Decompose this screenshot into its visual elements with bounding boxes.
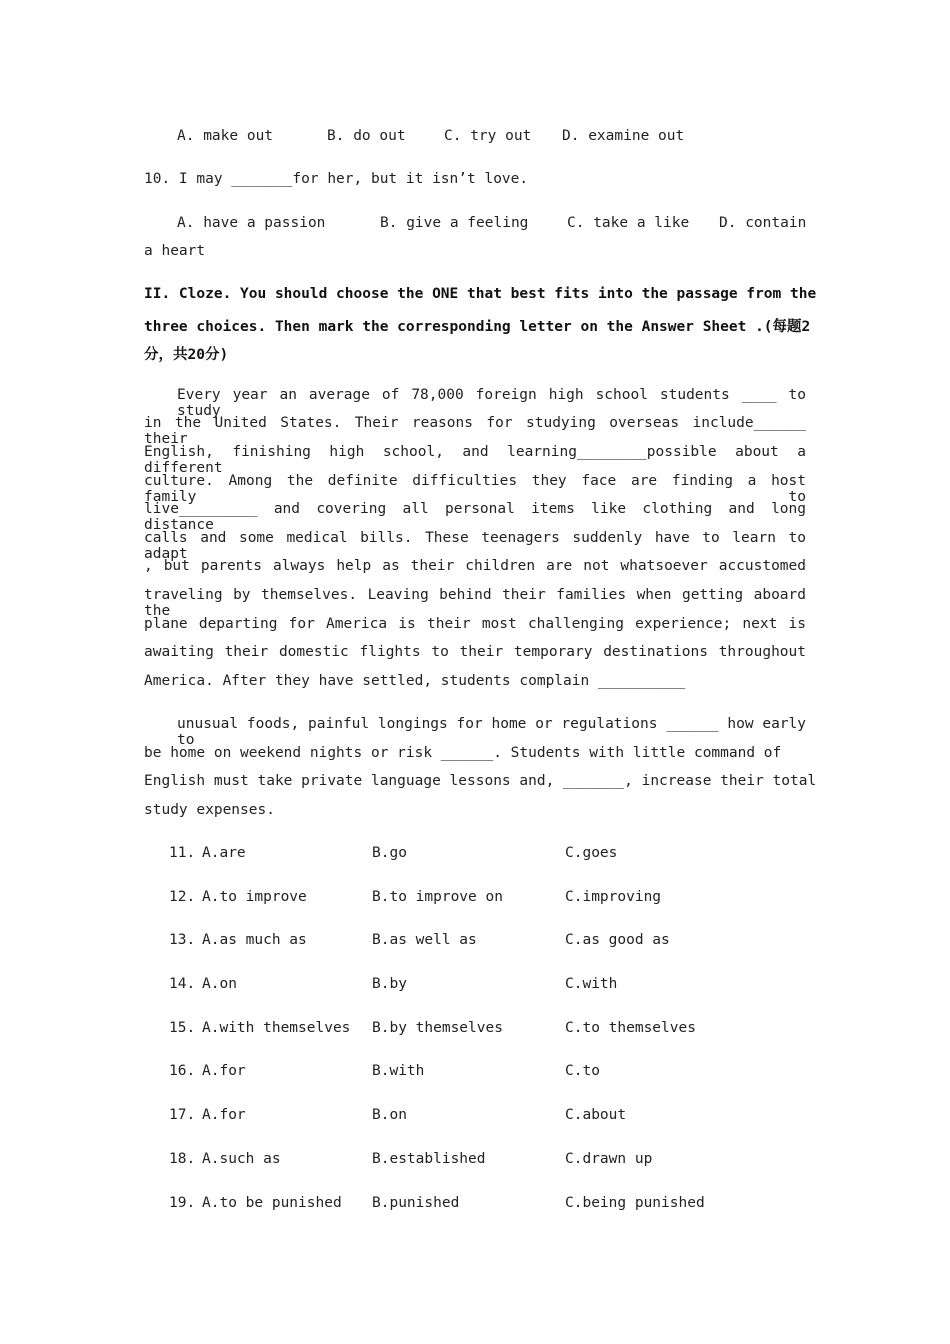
q10-option-d-continued: a heart [144,243,206,259]
passage-line: be home on weekend nights or risk ______. Students with little command of [144,745,782,761]
option-a: A.such as [202,1151,281,1167]
passage-line: live_________ and covering all personal items like clothing and long distance [144,501,806,533]
option-a: A.as much as [202,932,307,948]
option-c: C.goes [565,845,618,861]
passage-line: awaiting their domestic flights to their temporary destinations throughout [144,644,806,660]
option-c: C.being punished [565,1195,705,1211]
option-c: C.with [565,976,618,992]
question-number: 14. [169,976,196,992]
option-c: C.to themselves [565,1020,696,1036]
option-c: C.as good as [565,932,670,948]
question-number: 15. [169,1020,196,1036]
passage-line: English, finishing high school, and learning________possible about a different [144,444,806,476]
option-b: B.to improve on [372,889,503,905]
passage-line: study expenses. [144,802,275,818]
q10-stem: 10. I may _______for her, but it isn’t love. [144,171,529,187]
section-heading-line-2: three choices. Then mark the corresponding letter on the Answer Sheet .(每题2 [144,319,811,335]
question-number: 16. [169,1063,196,1079]
option-a: A.to improve [202,889,307,905]
option-a: A.for [202,1063,246,1079]
q10-option-c: C. take a like [567,215,690,231]
option-b: B.as well as [372,932,477,948]
passage-line: traveling by themselves. Leaving behind their families when getting aboard the [144,587,806,619]
passage-line: Every year an average of 78,000 foreign high school students ____ to study [177,387,806,419]
option-a: A.to be punished [202,1195,342,1211]
q9-option-c: C. try out [444,128,532,144]
passage-line: culture. Among the definite difficulties they face are finding a host family to [144,473,806,505]
question-number: 13. [169,932,196,948]
passage-line: English must take private language lessons and, _______, increase their total [144,773,817,789]
passage-line: America. After they have settled, students complain __________ [144,673,686,689]
q10-option-b: B. give a feeling [380,215,529,231]
option-c: C.about [565,1107,627,1123]
q9-option-a: A. make out [177,128,274,144]
option-b: B.go [372,845,407,861]
passage-line: unusual foods, painful longings for home or regulations ______ how early to [177,716,806,748]
option-c: C.improving [565,889,662,905]
option-b: B.by themselves [372,1020,503,1036]
option-b: B.on [372,1107,407,1123]
question-number: 17. [169,1107,196,1123]
q10-option-a: A. have a passion [177,215,326,231]
option-a: A.on [202,976,237,992]
q9-option-b: B. do out [327,128,406,144]
question-number: 18. [169,1151,196,1167]
question-number: 12. [169,889,196,905]
passage-line: , but parents always help as their children are not whatsoever accustomed [144,558,806,574]
question-number: 11. [169,845,196,861]
option-b: B.by [372,976,407,992]
option-b: B.punished [372,1195,460,1211]
option-a: A.with themselves [202,1020,351,1036]
question-number: 19. [169,1195,196,1211]
passage-line: in the United States. Their reasons for studying overseas include______ their [144,415,806,447]
q10-option-d: D. contain [719,215,807,231]
option-a: A.are [202,845,246,861]
q9-option-d: D. examine out [562,128,685,144]
option-b: B.established [372,1151,486,1167]
section-heading-line-3: 分，共20分) [144,347,229,363]
option-b: B.with [372,1063,425,1079]
option-a: A.for [202,1107,246,1123]
section-heading-line-1: II. Cloze. You should choose the ONE that best fits into the passage from the [144,286,817,302]
passage-line: calls and some medical bills. These teenagers suddenly have to learn to adapt [144,530,806,562]
option-c: C.drawn up [565,1151,653,1167]
option-c: C.to [565,1063,600,1079]
passage-line: plane departing for America is their most challenging experience; next is [144,616,806,632]
